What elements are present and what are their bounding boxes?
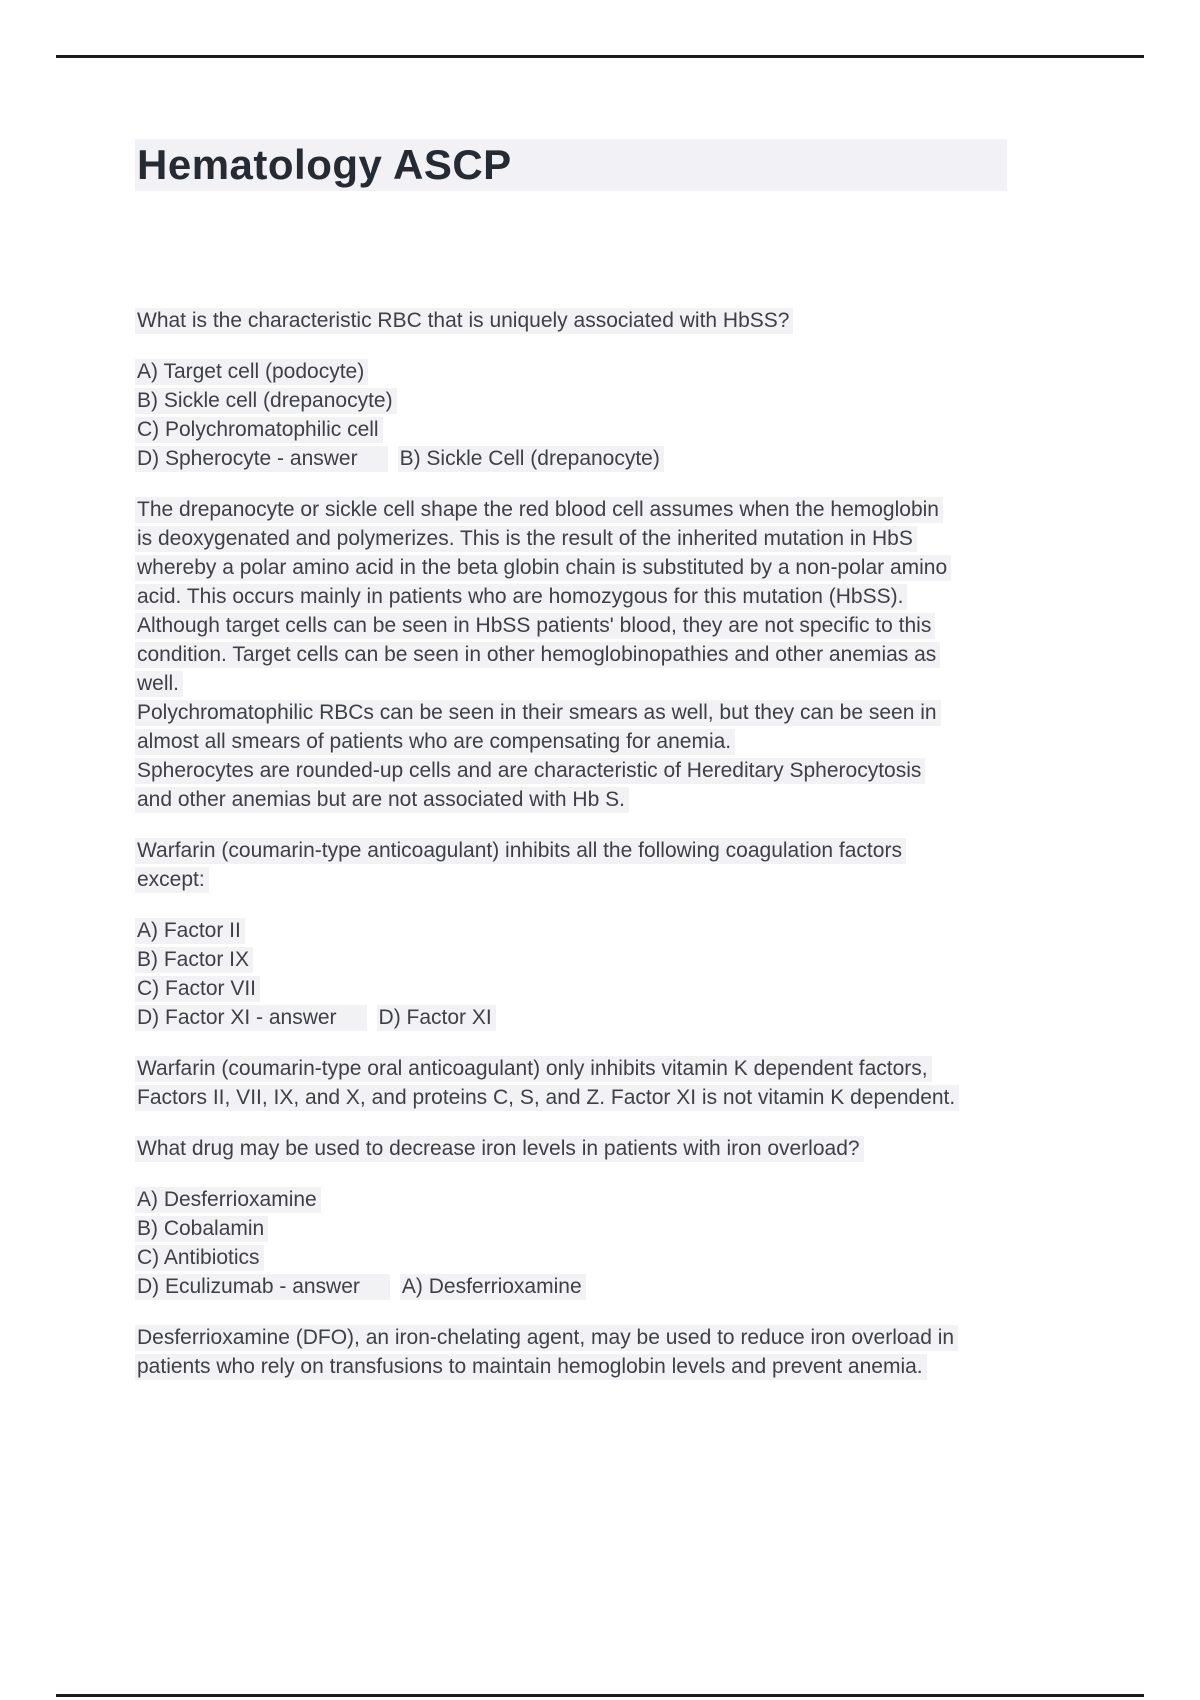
- question-2: [135, 865, 1080, 894]
- q1-explanation-line: [135, 524, 1080, 553]
- option-text: B) Factor IX: [135, 947, 253, 973]
- explanation-text: Polychromatophilic RBCs can be seen in their smears as well, but they can be seen in: [135, 700, 941, 726]
- answer-text: A) Desferrioxamine: [400, 1274, 586, 1300]
- q2-explanation-line: [135, 1083, 1080, 1112]
- option-text: D) Factor XI - answer: [135, 1005, 367, 1031]
- q3-answer-line: [135, 1272, 1080, 1301]
- q3-option-c: [135, 1243, 1080, 1272]
- option-text: B) Sickle cell (drepanocyte): [135, 388, 397, 414]
- explanation-text: Factors II, VII, IX, and X, and proteins C, S, and Z. Factor XI is not vitamin K dependent.: [135, 1085, 959, 1111]
- q1-option-b: [135, 386, 1080, 415]
- blank-line: [135, 1032, 1080, 1054]
- option-text: D) Eculizumab - answer: [135, 1274, 390, 1300]
- answer-text: B) Sickle Cell (drepanocyte): [398, 446, 664, 472]
- q1-option-c: [135, 415, 1080, 444]
- question-text: except:: [135, 867, 209, 893]
- question-1: [135, 306, 1080, 335]
- explanation-text: condition. Target cells can be seen in other hemoglobinopathies and other anemias as: [135, 642, 940, 668]
- q1-explanation-line: [135, 785, 1080, 814]
- blank-line: [135, 473, 1080, 495]
- question-block-3: [135, 1134, 1080, 1381]
- q1-explanation-line: [135, 698, 1080, 727]
- question-3: [135, 1134, 1080, 1163]
- q1-explanation-line: [135, 640, 1080, 669]
- q3-option-a: [135, 1185, 1080, 1214]
- blank-line: [135, 1163, 1080, 1185]
- q1-explanation-line: [135, 727, 1080, 756]
- q1-explanation-line: [135, 553, 1080, 582]
- explanation-text: acid. This occurs mainly in patients who are homozygous for this mutation (HbSS).: [135, 584, 907, 610]
- q2-option-c: [135, 974, 1080, 1003]
- explanation-text: almost all smears of patients who are compensating for anemia.: [135, 729, 735, 755]
- explanation-text: is deoxygenated and polymerizes. This is the result of the inherited mutation in HbS: [135, 526, 917, 552]
- q1-explanation-line: [135, 495, 1080, 524]
- question-text: What drug may be used to decrease iron levels in patients with iron overload?: [135, 1136, 864, 1162]
- option-text: C) Factor VII: [135, 976, 260, 1002]
- top-rule: [56, 55, 1144, 58]
- q3-option-b: [135, 1214, 1080, 1243]
- title-highlight: [135, 139, 1007, 191]
- option-text: A) Factor II: [135, 918, 245, 944]
- blank-line: [135, 1301, 1080, 1323]
- question-block-2: [135, 836, 1080, 1112]
- q1-option-a: [135, 357, 1080, 386]
- q2-option-b: [135, 945, 1080, 974]
- page-title: Hematology ASCP: [137, 141, 512, 188]
- explanation-text: Although target cells can be seen in HbSS patients' blood, they are not specific to this: [135, 613, 935, 639]
- explanation-text: and other anemias but are not associated with Hb S.: [135, 787, 629, 813]
- option-text: A) Target cell (podocyte): [135, 359, 368, 385]
- blank-line: [135, 894, 1080, 916]
- q1-explanation-line: [135, 582, 1080, 611]
- question-2: [135, 836, 1080, 865]
- q1-explanation-line: [135, 669, 1080, 698]
- explanation-text: well.: [135, 671, 183, 697]
- blank-line: [135, 814, 1080, 836]
- option-text: D) Spherocyte - answer: [135, 446, 388, 472]
- q3-explanation-line: [135, 1323, 1080, 1352]
- option-text: C) Polychromatophilic cell: [135, 417, 383, 443]
- q1-answer-line: [135, 444, 1080, 473]
- explanation-text: Desferrioxamine (DFO), an iron-chelating agent, may be used to reduce iron overload in: [135, 1325, 958, 1351]
- q2-answer-line: [135, 1003, 1080, 1032]
- q1-explanation-line: [135, 611, 1080, 640]
- explanation-text: Spherocytes are rounded-up cells and are characteristic of Hereditary Spherocytosis: [135, 758, 925, 784]
- bottom-rule: [56, 1694, 1144, 1697]
- q3-explanation-line: [135, 1352, 1080, 1381]
- option-text: C) Antibiotics: [135, 1245, 264, 1271]
- q1-explanation-line: [135, 756, 1080, 785]
- explanation-text: whereby a polar amino acid in the beta globin chain is substituted by a non-polar amino: [135, 555, 951, 581]
- option-text: A) Desferrioxamine: [135, 1187, 321, 1213]
- explanation-text: The drepanocyte or sickle cell shape the red blood cell assumes when the hemoglobin: [135, 497, 943, 523]
- document-body: [135, 306, 1080, 1381]
- question-block-1: [135, 306, 1080, 814]
- question-text: Warfarin (coumarin-type anticoagulant) inhibits all the following coagulation factors: [135, 838, 906, 864]
- blank-line: [135, 1112, 1080, 1134]
- explanation-text: patients who rely on transfusions to maintain hemoglobin levels and prevent anemia.: [135, 1354, 927, 1380]
- explanation-text: Warfarin (coumarin-type oral anticoagulant) only inhibits vitamin K dependent factors,: [135, 1056, 932, 1082]
- q2-option-a: [135, 916, 1080, 945]
- blank-line: [135, 335, 1080, 357]
- option-text: B) Cobalamin: [135, 1216, 268, 1242]
- answer-text: D) Factor XI: [377, 1005, 496, 1031]
- q2-explanation-line: [135, 1054, 1080, 1083]
- question-text: What is the characteristic RBC that is uniquely associated with HbSS?: [135, 308, 793, 334]
